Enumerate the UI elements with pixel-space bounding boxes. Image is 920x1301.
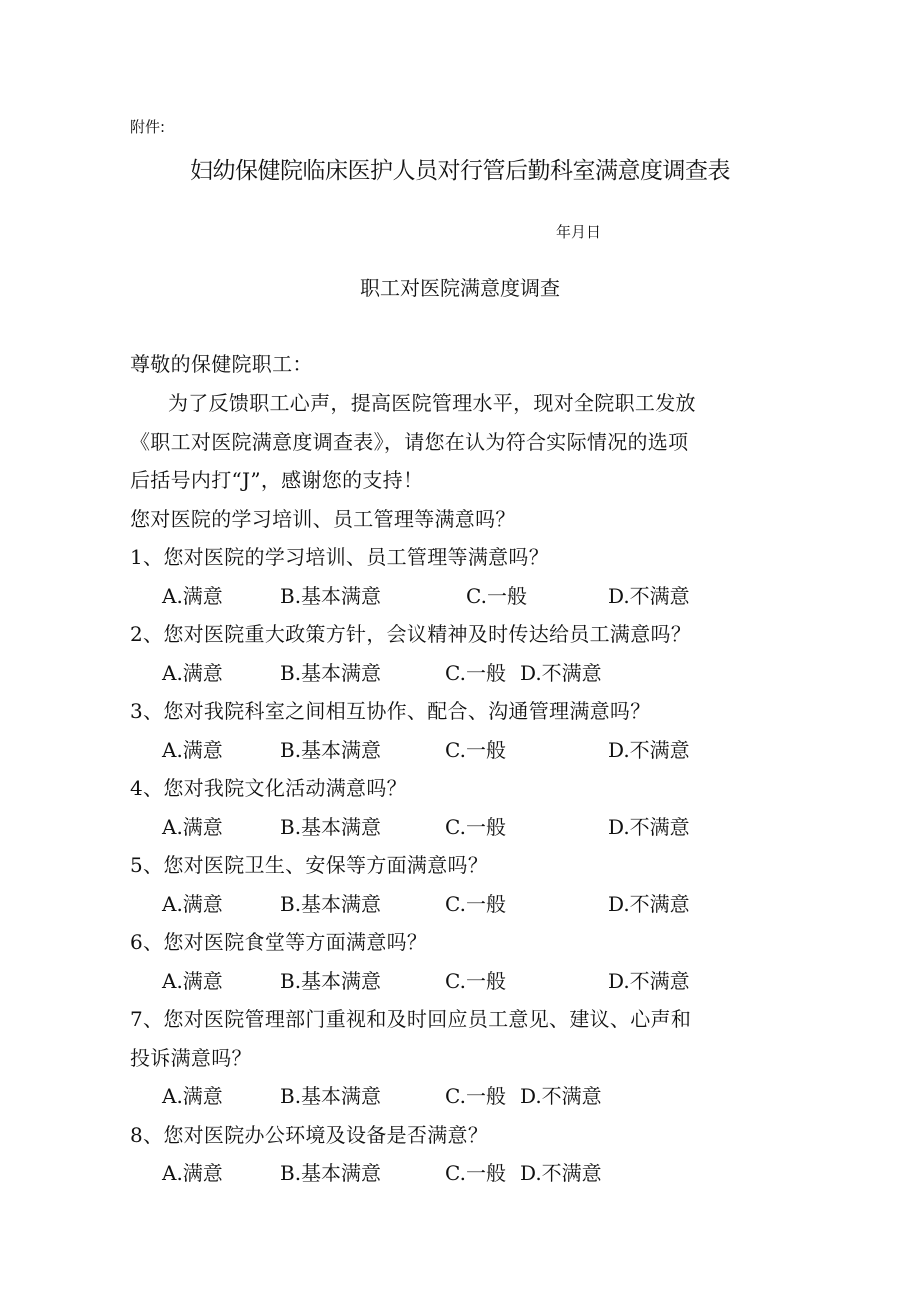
question-3: 3、您对我院科室之间相互协作、配合、沟通管理满意吗？: [130, 699, 651, 723]
q5-option-d[interactable]: D.不满意: [608, 892, 690, 916]
question-4: 4、您对我院文化活动满意吗？: [130, 776, 407, 800]
q5-option-a[interactable]: A.满意: [162, 892, 223, 916]
q2-option-c[interactable]: C.一般: [445, 661, 506, 685]
q7-option-d[interactable]: D.不满意: [520, 1084, 602, 1108]
q3-option-c[interactable]: C.一般: [445, 738, 506, 762]
q1-option-a[interactable]: A.满意: [162, 584, 223, 608]
attachment-label: 附件:: [130, 118, 166, 136]
q4-option-c[interactable]: C.一般: [445, 815, 506, 839]
document-title: 妇幼保健院临床医护人员对行管后勤科室满意度调查表: [190, 158, 730, 184]
q5-option-c[interactable]: C.一般: [445, 892, 506, 916]
q4-option-a[interactable]: A.满意: [162, 815, 223, 839]
question-1: 1、您对医院的学习培训、员工管理等满意吗？: [130, 545, 550, 569]
question-5: 5、您对医院卫生、安保等方面满意吗？: [130, 853, 489, 877]
q6-option-a[interactable]: A.满意: [162, 969, 223, 993]
q8-option-b[interactable]: B.基本满意: [280, 1161, 382, 1185]
q7-option-b[interactable]: B.基本满意: [280, 1084, 382, 1108]
lead-question: 您对医院的学习培训、员工管理等满意吗？: [130, 507, 516, 531]
q6-option-c[interactable]: C.一般: [445, 969, 506, 993]
question-7: 7、您对医院管理部门重视和及时回应员工意见、建议、心声和: [130, 1007, 692, 1031]
q5-option-b[interactable]: B.基本满意: [280, 892, 382, 916]
question-6: 6、您对医院食堂等方面满意吗？: [130, 930, 428, 954]
q1-option-c[interactable]: C.一般: [466, 584, 527, 608]
q3-option-b[interactable]: B.基本满意: [280, 738, 382, 762]
survey-subtitle: 职工对医院满意度调查: [360, 276, 560, 300]
q3-option-a[interactable]: A.满意: [162, 738, 223, 762]
q8-option-d[interactable]: D.不满意: [520, 1161, 602, 1185]
intro-line-1: 为了反馈职工心声，提高医院管理水平，现对全院职工发放: [168, 391, 696, 415]
q8-option-c[interactable]: C.一般: [445, 1161, 506, 1185]
q8-option-a[interactable]: A.满意: [162, 1161, 223, 1185]
q1-option-d[interactable]: D.不满意: [608, 584, 690, 608]
q2-option-b[interactable]: B.基本满意: [280, 661, 382, 685]
date-label: 年月日: [556, 223, 602, 241]
q1-option-b[interactable]: B.基本满意: [280, 584, 382, 608]
question-8: 8、您对医院办公环境及设备是否满意？: [130, 1123, 489, 1147]
q4-option-d[interactable]: D.不满意: [608, 815, 690, 839]
greeting: 尊敬的保健院职工：: [130, 352, 313, 376]
question-2: 2、您对医院重大政策方针，会议精神及时传达给员工满意吗？: [130, 622, 692, 646]
q4-option-b[interactable]: B.基本满意: [280, 815, 382, 839]
q7-option-a[interactable]: A.满意: [162, 1084, 223, 1108]
q2-option-d[interactable]: D.不满意: [520, 661, 602, 685]
q2-option-a[interactable]: A.满意: [162, 661, 223, 685]
q6-option-b[interactable]: B.基本满意: [280, 969, 382, 993]
q7-option-c[interactable]: C.一般: [445, 1084, 506, 1108]
intro-line-2: 《职工对医院满意度调查表》，请您在认为符合实际情况的选项: [130, 430, 689, 454]
q3-option-d[interactable]: D.不满意: [608, 738, 690, 762]
question-7-continued: 投诉满意吗？: [130, 1046, 252, 1070]
intro-line-3: 后括号内打“J”，感谢您的支持！: [130, 468, 424, 492]
q6-option-d[interactable]: D.不满意: [608, 969, 690, 993]
